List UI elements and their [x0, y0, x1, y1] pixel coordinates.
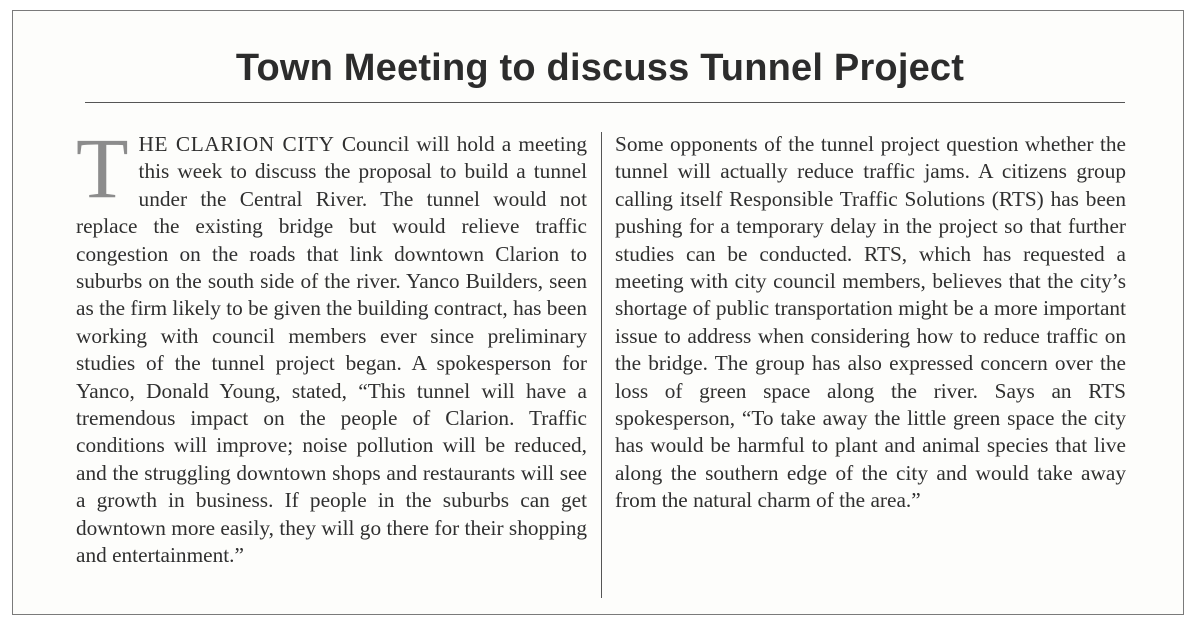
column-divider	[601, 132, 602, 598]
headline-rule	[85, 102, 1125, 103]
left-column-paragraph	[76, 120, 588, 570]
headline: Town Meeting to discuss Tunnel Project	[235, 47, 965, 89]
drop-cap: T	[76, 120, 129, 216]
right-column	[615, 131, 1126, 515]
left-column	[76, 120, 588, 570]
right-column-text: Some opponents of the tunnel project question whether the tunnel will actually reduce traffic jams. A citizens group calling itself Responsible Traffic Solutions (RTS) has been pushing for a temporary delay in the project so that further studies can be conducted. RTS, which has requested a meeting with city council members, believes that the city’s shortage of public transportation might be a more important issue to address when considering how to reduce traffic on the bridge. The group has also expressed concern over the loss of green space along the river. Says an RTS spokesperson, “To take away the little green space the city has would be harmful to plant and animal species that live along the southern edge of the city and would take away from the natural charm of the area.”	[615, 132, 1126, 513]
left-column-text: Council will hold a meeting this week to discuss the proposal to build a tunnel under the Central River. The tunnel would not replace the existing bridge but would relieve traffic congestion on the roads that link downtown Clarion to suburbs on the south side of the river. Yanco Builders, seen as the firm likely to be given the building contract, has been working with council members ever since preliminary studies of the tunnel project began. A spokesperson for Yanco, Donald Young, stated, “This tunnel will have a tremendous impact on the people of Clarion. Traffic conditions will improve; noise pollution will be reduced, and the struggling downtown shops and restaurants will see a growth in business. If people in the suburbs can get downtown more easily, they will go there for their shopping and entertainment.”	[76, 132, 588, 568]
lead-caps: HE CLARION CITY	[138, 132, 335, 156]
